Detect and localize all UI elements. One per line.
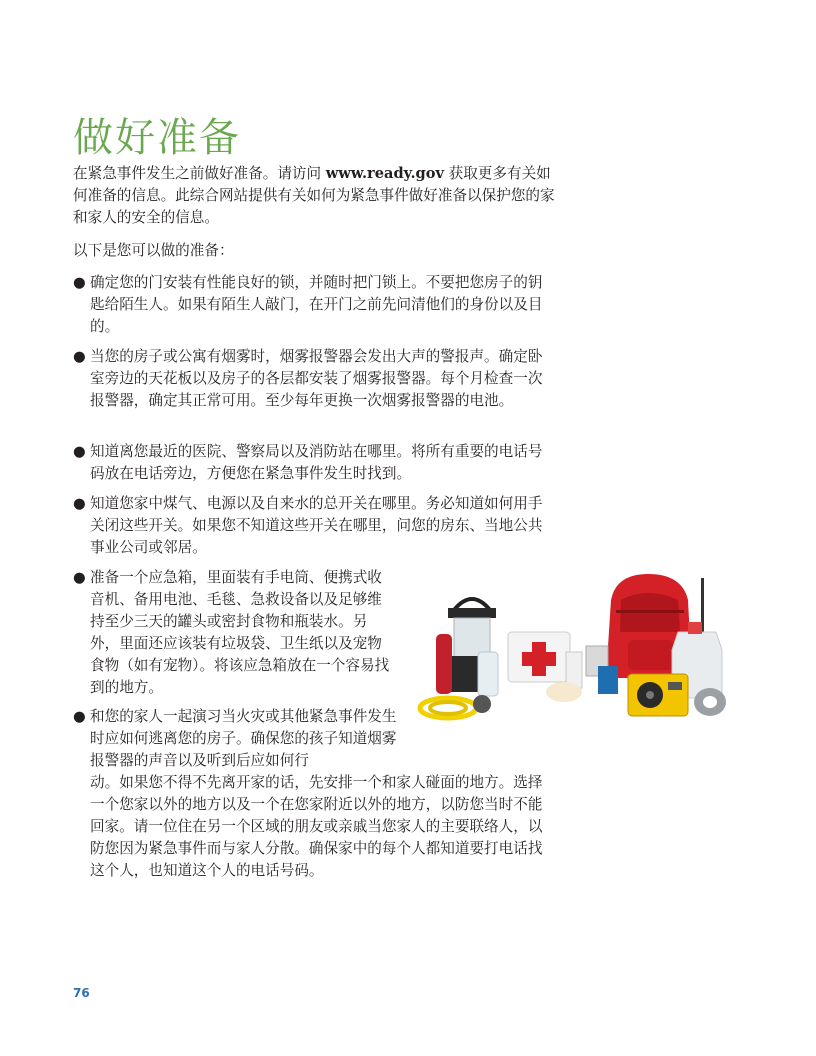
bullet-icon: ● <box>73 708 86 725</box>
radio-icon <box>628 674 688 716</box>
bottle-icon <box>478 652 498 696</box>
fire-drill-text-full: 动。如果您不得不先离开家的话，先安排一个和家人碰面的地方。选择一个您家以外的地方以及一个在您家附近以外的地方，以防您当时不能回家。请一位住在另一个区域的朋友或亲戚当您家人的主要联络人，以防您因为紧急事件而与家人分散。确保家中的每个人都知道要打电话找这个人，也知道这个人的电话号码。 <box>90 774 543 879</box>
first-aid-kit-icon <box>508 632 570 682</box>
intro-text-start: 在紧急事件发生之前做好准备。请访问 <box>73 165 326 182</box>
thermos-icon <box>436 634 452 694</box>
can-icon <box>598 666 618 694</box>
list-item-emergency-services <box>73 441 555 485</box>
gauge-icon <box>473 695 491 713</box>
intro-paragraph <box>73 163 555 229</box>
list-item-text: 知道离您最近的医院、警察局以及消防站在哪里。将所有重要的电话号码放在电话旁边，方便您在紧急事件发生时找到。 <box>90 443 543 482</box>
list-item-smoke-alarm <box>73 346 555 412</box>
bullet-icon: ● <box>73 348 86 365</box>
list-item-text <box>90 706 555 882</box>
list-item-text: 当您的房子或公寓有烟雾时，烟雾报警器会发出大声的警报声。确定卧室旁边的天花板以及房子的各层都安装了烟雾报警器。每个月检查一次报警器，确定其正常可用。至少每年更换一次烟雾报警器的电池。 <box>90 348 543 409</box>
list-item-text: 确定您的门安装有性能良好的锁，并随时把门锁上。不要把您房子的钥匙给陌生人。如果有陌生人敲门，在开门之前先问清他们的身份以及目的。 <box>90 274 543 335</box>
bullet-icon: ● <box>73 495 86 512</box>
page-number: 76 <box>73 986 90 1000</box>
list-item-fire-drill <box>73 706 555 882</box>
list-item-utility-shutoffs <box>73 493 555 559</box>
list-item-text: 准备一个应急箱，里面装有手电筒、便携式收音机、备用电池、毛毯、急救设备以及足够维持至少三天的罐头或密封食物和瓶装水。另外，里面还应该装有垃圾袋、卫生纸以及宠物食物（如有宠物）。将该应急箱放在一个容易找到的地方。 <box>90 569 390 696</box>
tissue-icon <box>546 682 582 702</box>
emergency-kit-photo <box>416 570 734 728</box>
bullet-icon: ● <box>73 274 86 291</box>
bullet-icon: ● <box>73 443 86 460</box>
list-item-emergency-kit <box>73 567 395 699</box>
bullet-icon: ● <box>73 569 86 586</box>
intro-text-end: 获取更多有关如何准备的信息。此综合网站提供有关如何为紧急事件做好准备以保护您的家和家人的安全的信息。 <box>73 165 555 226</box>
list-item-locks <box>73 272 555 338</box>
lead-sentence: 以下是您可以做的准备： <box>73 242 234 259</box>
duct-tape-icon <box>694 688 726 716</box>
list-item-text: 知道您家中煤气、电源以及自来水的总开关在哪里。务必知道如何用手关闭这些开关。如果您不知道这些开关在哪里，问您的房东、当地公共事业公司或邻居。 <box>90 495 543 556</box>
rope-icon <box>420 698 476 718</box>
ready-gov-url: www.ready.gov <box>325 165 444 182</box>
page-title: 做好准备 <box>73 115 241 161</box>
fire-drill-text-wrapped: 和您的家人一起演习当火灾或其他紧急事件发生时应如何逃离您的房子。确保您的孩子知道烟雾报警器的声音以及听到后应如何行 <box>90 708 397 769</box>
